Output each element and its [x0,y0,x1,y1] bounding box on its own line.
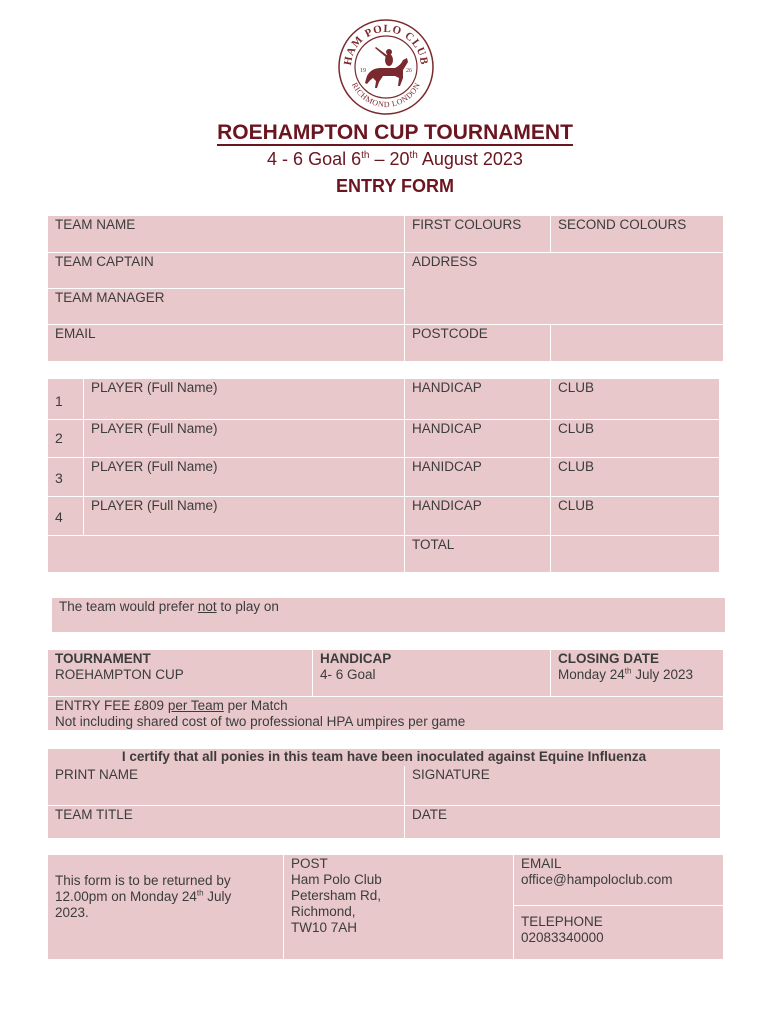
logo-bottom-text: RICHMOND LONDON [349,81,423,110]
signature-label: SIGNATURE [412,767,490,782]
club-label: CLUB [558,459,595,474]
logo-year-left: 19 [360,68,366,74]
prefer-text: The team would prefer [59,599,198,614]
club-label: CLUB [558,421,595,436]
team-name-field[interactable] [48,216,404,252]
closing-date-label: CLOSING DATE [558,651,659,666]
team-manager-label: TEAM MANAGER [55,290,165,305]
return-instructions [48,855,283,959]
date-field[interactable] [405,806,720,838]
team-manager-field[interactable] [48,289,404,324]
prefer-not-field[interactable] [52,598,725,632]
email-contact-cell [514,855,723,905]
post-line: Ham Polo Club [291,872,382,887]
signature-field[interactable] [405,766,720,805]
handicap-label: HANDICAP [412,380,482,395]
email-label: EMAIL [55,326,96,341]
tournament-dates: 4 - 6 Goal 6th – 20th August 2023 [267,149,523,169]
tournament-value: ROEHAMPTON CUP [55,667,184,682]
handicap-info-label: HANDICAP [320,651,392,666]
club-field[interactable] [551,420,719,457]
post-line: TW10 7AH [291,920,358,935]
email-field[interactable] [48,325,404,361]
address-field[interactable] [405,253,723,324]
print-name-label: PRINT NAME [55,767,139,782]
telephone-contact-cell [514,906,723,959]
first-colours-label: FIRST COLOURS [412,217,522,232]
club-label: CLUB [558,380,595,395]
team-captain-label: TEAM CAPTAIN [55,254,154,269]
page-title: ROEHAMPTON CUP TOURNAMENT [217,121,573,144]
closing-date-value: Monday 24th July 2023 [558,666,694,682]
handicap-label: HANDICAP [412,421,482,436]
player-name-field[interactable] [84,497,404,535]
handicap-label: HANDICAP [412,498,482,513]
address-label: ADDRESS [412,254,478,269]
handicap-field[interactable] [405,379,550,419]
postcode-field[interactable] [551,325,723,361]
post-address-cell [284,855,513,959]
closing-date-cell [551,650,723,696]
player-label: PLAYER (Full Name) [91,498,218,513]
player-label: PLAYER (Full Name) [91,380,218,395]
entry-fee-text: ENTRY FEE £809 per Team per Match [55,698,288,713]
player-name-field[interactable] [84,379,404,419]
total-label: TOTAL [412,537,455,552]
handicap-field[interactable] [405,458,550,496]
club-field[interactable] [551,458,719,496]
contact-email-label: EMAIL [521,856,562,871]
post-line: Petersham Rd, [291,888,382,903]
certify-statement: I certify that all ponies in this team have been inoculated against Equine Influenza [48,749,720,766]
team-title-field[interactable] [48,806,404,838]
contact-email-value[interactable]: office@hampoloclub.com [521,872,673,887]
player-label: PLAYER (Full Name) [91,459,218,474]
return-line-3: 2023. [55,905,89,920]
player-number: 4 [48,497,83,535]
return-line-2: 12.00pm on Monday 24th July [55,888,232,904]
player-label: PLAYER (Full Name) [91,421,218,436]
player-number: 3 [48,458,83,496]
team-title-label: TEAM TITLE [55,807,133,822]
logo-ring-text: HAM POLO CLUB [341,22,431,67]
prefer-text-end: to play on [216,599,279,614]
club-label: CLUB [558,498,595,513]
entry-fee-note: Not including shared cost of two professional HPA umpires per game [55,714,466,729]
handicap-label: HANIDCAP [412,459,482,474]
handicap-field[interactable] [405,497,550,535]
second-colours-label: SECOND COLOURS [558,217,687,232]
club-field[interactable] [551,497,719,535]
tournament-label: TOURNAMENT [55,651,151,666]
polo-player-icon [337,18,435,116]
date-label: DATE [412,807,448,822]
handicap-field[interactable] [405,420,550,457]
return-line-1: This form is to be returned by [55,873,231,888]
post-line: Richmond, [291,904,356,919]
prefer-underlined: not [197,599,217,614]
handicap-info-value: 4- 6 Goal [320,667,376,682]
player-name-field[interactable] [84,420,404,457]
form-title: ENTRY FORM [335,176,454,196]
telephone-label: TELEPHONE [521,914,603,929]
logo-year-right: 26 [406,68,412,74]
player-number: 2 [48,420,83,457]
postcode-label-cell [405,325,550,361]
club-field[interactable] [551,379,719,419]
telephone-value[interactable]: 02083340000 [521,930,604,945]
team-captain-field[interactable] [48,253,404,288]
post-label: POST [291,856,328,871]
first-colours-field[interactable] [405,216,550,252]
postcode-label: POSTCODE [412,326,488,341]
print-name-field[interactable] [48,766,404,805]
total-spacer [48,536,404,572]
entry-fee-cell [48,697,723,730]
total-label-cell [405,536,550,572]
handicap-cell [313,650,550,696]
second-colours-field[interactable] [551,216,723,252]
tournament-cell [48,650,312,696]
club-logo [337,18,435,116]
total-field[interactable] [551,536,719,572]
team-name-label: TEAM NAME [55,217,136,232]
player-name-field[interactable] [84,458,404,496]
player-number: 1 [48,379,83,419]
